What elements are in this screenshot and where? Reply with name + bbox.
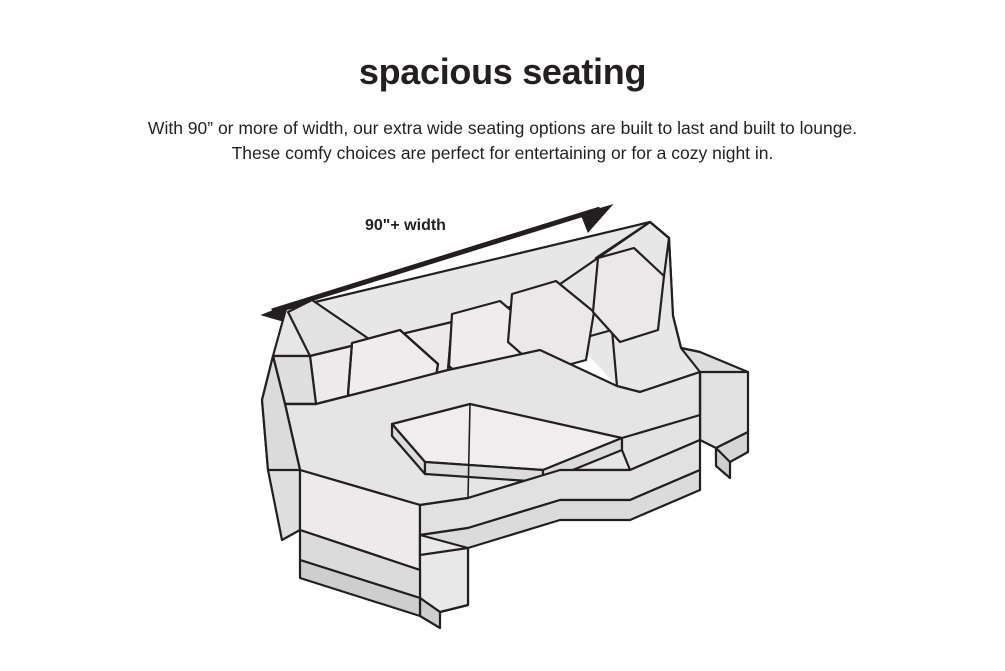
subtitle-line-2: These comfy choices are perfect for entertaining or for a cozy night in.	[231, 142, 774, 163]
dimension-label: 90"+ width	[365, 217, 446, 234]
page-title: spacious seating	[358, 51, 647, 92]
subtitle-line-1: With 90” or more of width, our extra wide seating options are built to last and built to lounge.	[147, 118, 858, 138]
